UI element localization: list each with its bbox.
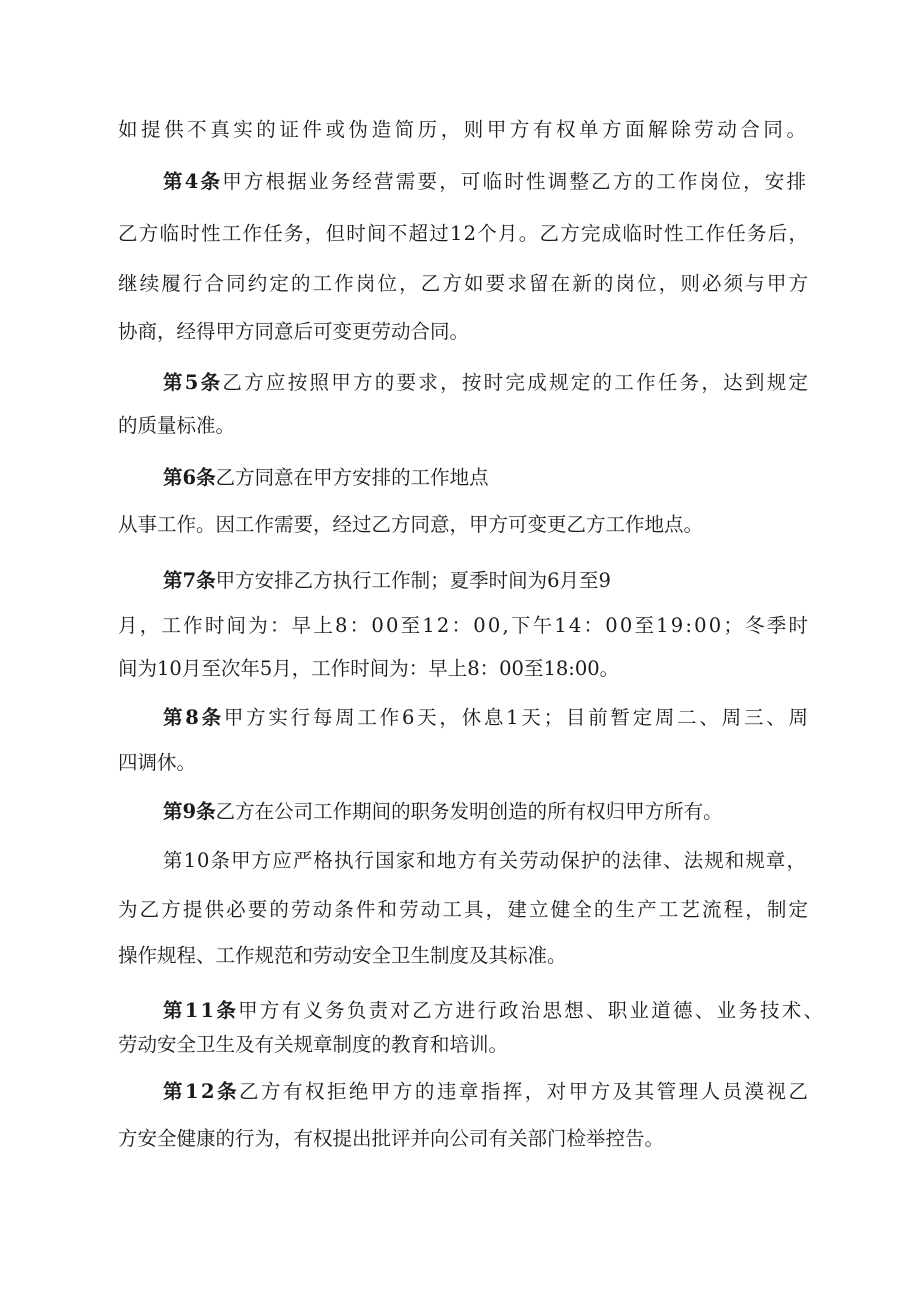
article-6-line: 第6条乙方同意在甲方安排的工作地点 (163, 466, 489, 489)
text-line: 间为10月至次年5月，工作时间为：早上8：00至18:00。 (118, 657, 620, 680)
text-line: 四调休。 (118, 751, 197, 774)
article-11-line: 第11条甲方有义务负责对乙方进行政治思想、职业道德、业务技术、 (163, 999, 826, 1022)
article-10-line: 第10条甲方应严格执行国家和地方有关劳动保护的法律、法规和规章， (163, 849, 808, 872)
article-5-line: 第5条乙方应按照甲方的要求，按时完成规定的工作任务，达到规定 (163, 371, 811, 394)
article-number: 第12条 (163, 1080, 240, 1103)
article-number: 第7条 (163, 569, 216, 592)
article-number: 第9条 (163, 800, 216, 823)
text-line: 劳动安全卫生及有关规章制度的教育和培训。 (118, 1033, 509, 1056)
article-4-line: 第4条甲方根据业务经营需要，可临时性调整乙方的工作岗位，安排 (163, 170, 809, 193)
text-line: 继续履行合同约定的工作岗位，乙方如要求留在新的岗位，则必须与甲方 (118, 272, 811, 295)
article-12-line: 第12条乙方有权拒绝甲方的违章指挥，对甲方及其管理人员漠视乙 (163, 1080, 811, 1103)
text-line: 如提供不真实的证件或伪造简历，则甲方有权单方面解除劳动合同。 (118, 118, 810, 141)
article-number: 第5条 (163, 371, 223, 394)
article-number: 第6条 (163, 466, 216, 489)
article-8-line: 第8条甲方实行每周工作6天，休息1天；目前暂定周二、周三、周 (163, 706, 811, 729)
text-line: 月，工作时间为：早上8：00至12：00,下午14：00至19:00；冬季时 (118, 614, 811, 637)
article-7-line: 第7条甲方安排乙方执行工作制；夏季时间为6月至9 (163, 569, 611, 592)
text-line: 为乙方提供必要的劳动条件和劳动工具，建立健全的生产工艺流程，制定 (118, 898, 811, 921)
article-number: 第4条 (163, 170, 223, 193)
text-line: 的质量标准。 (118, 414, 236, 437)
text-line: 从事工作。因工作需要，经过乙方同意，甲方可变更乙方工作地点。 (118, 513, 704, 536)
text-line: 乙方临时性工作任务，但时间不超过12个月。乙方完成临时性工作任务后， (118, 222, 810, 245)
article-number: 第11条 (163, 999, 239, 1022)
text-line: 操作规程、工作规范和劳动安全卫生制度及其标准。 (118, 944, 567, 967)
article-9-line: 第9条乙方在公司工作期间的职务发明创造的所有权归甲方所有。 (163, 800, 723, 823)
text-line: 协商，经得甲方同意后可变更劳动合同。 (118, 320, 470, 343)
article-number: 第8条 (163, 706, 224, 729)
text-line: 方安全健康的行为，有权提出批评并向公司有关部门检举控告。 (118, 1127, 665, 1150)
